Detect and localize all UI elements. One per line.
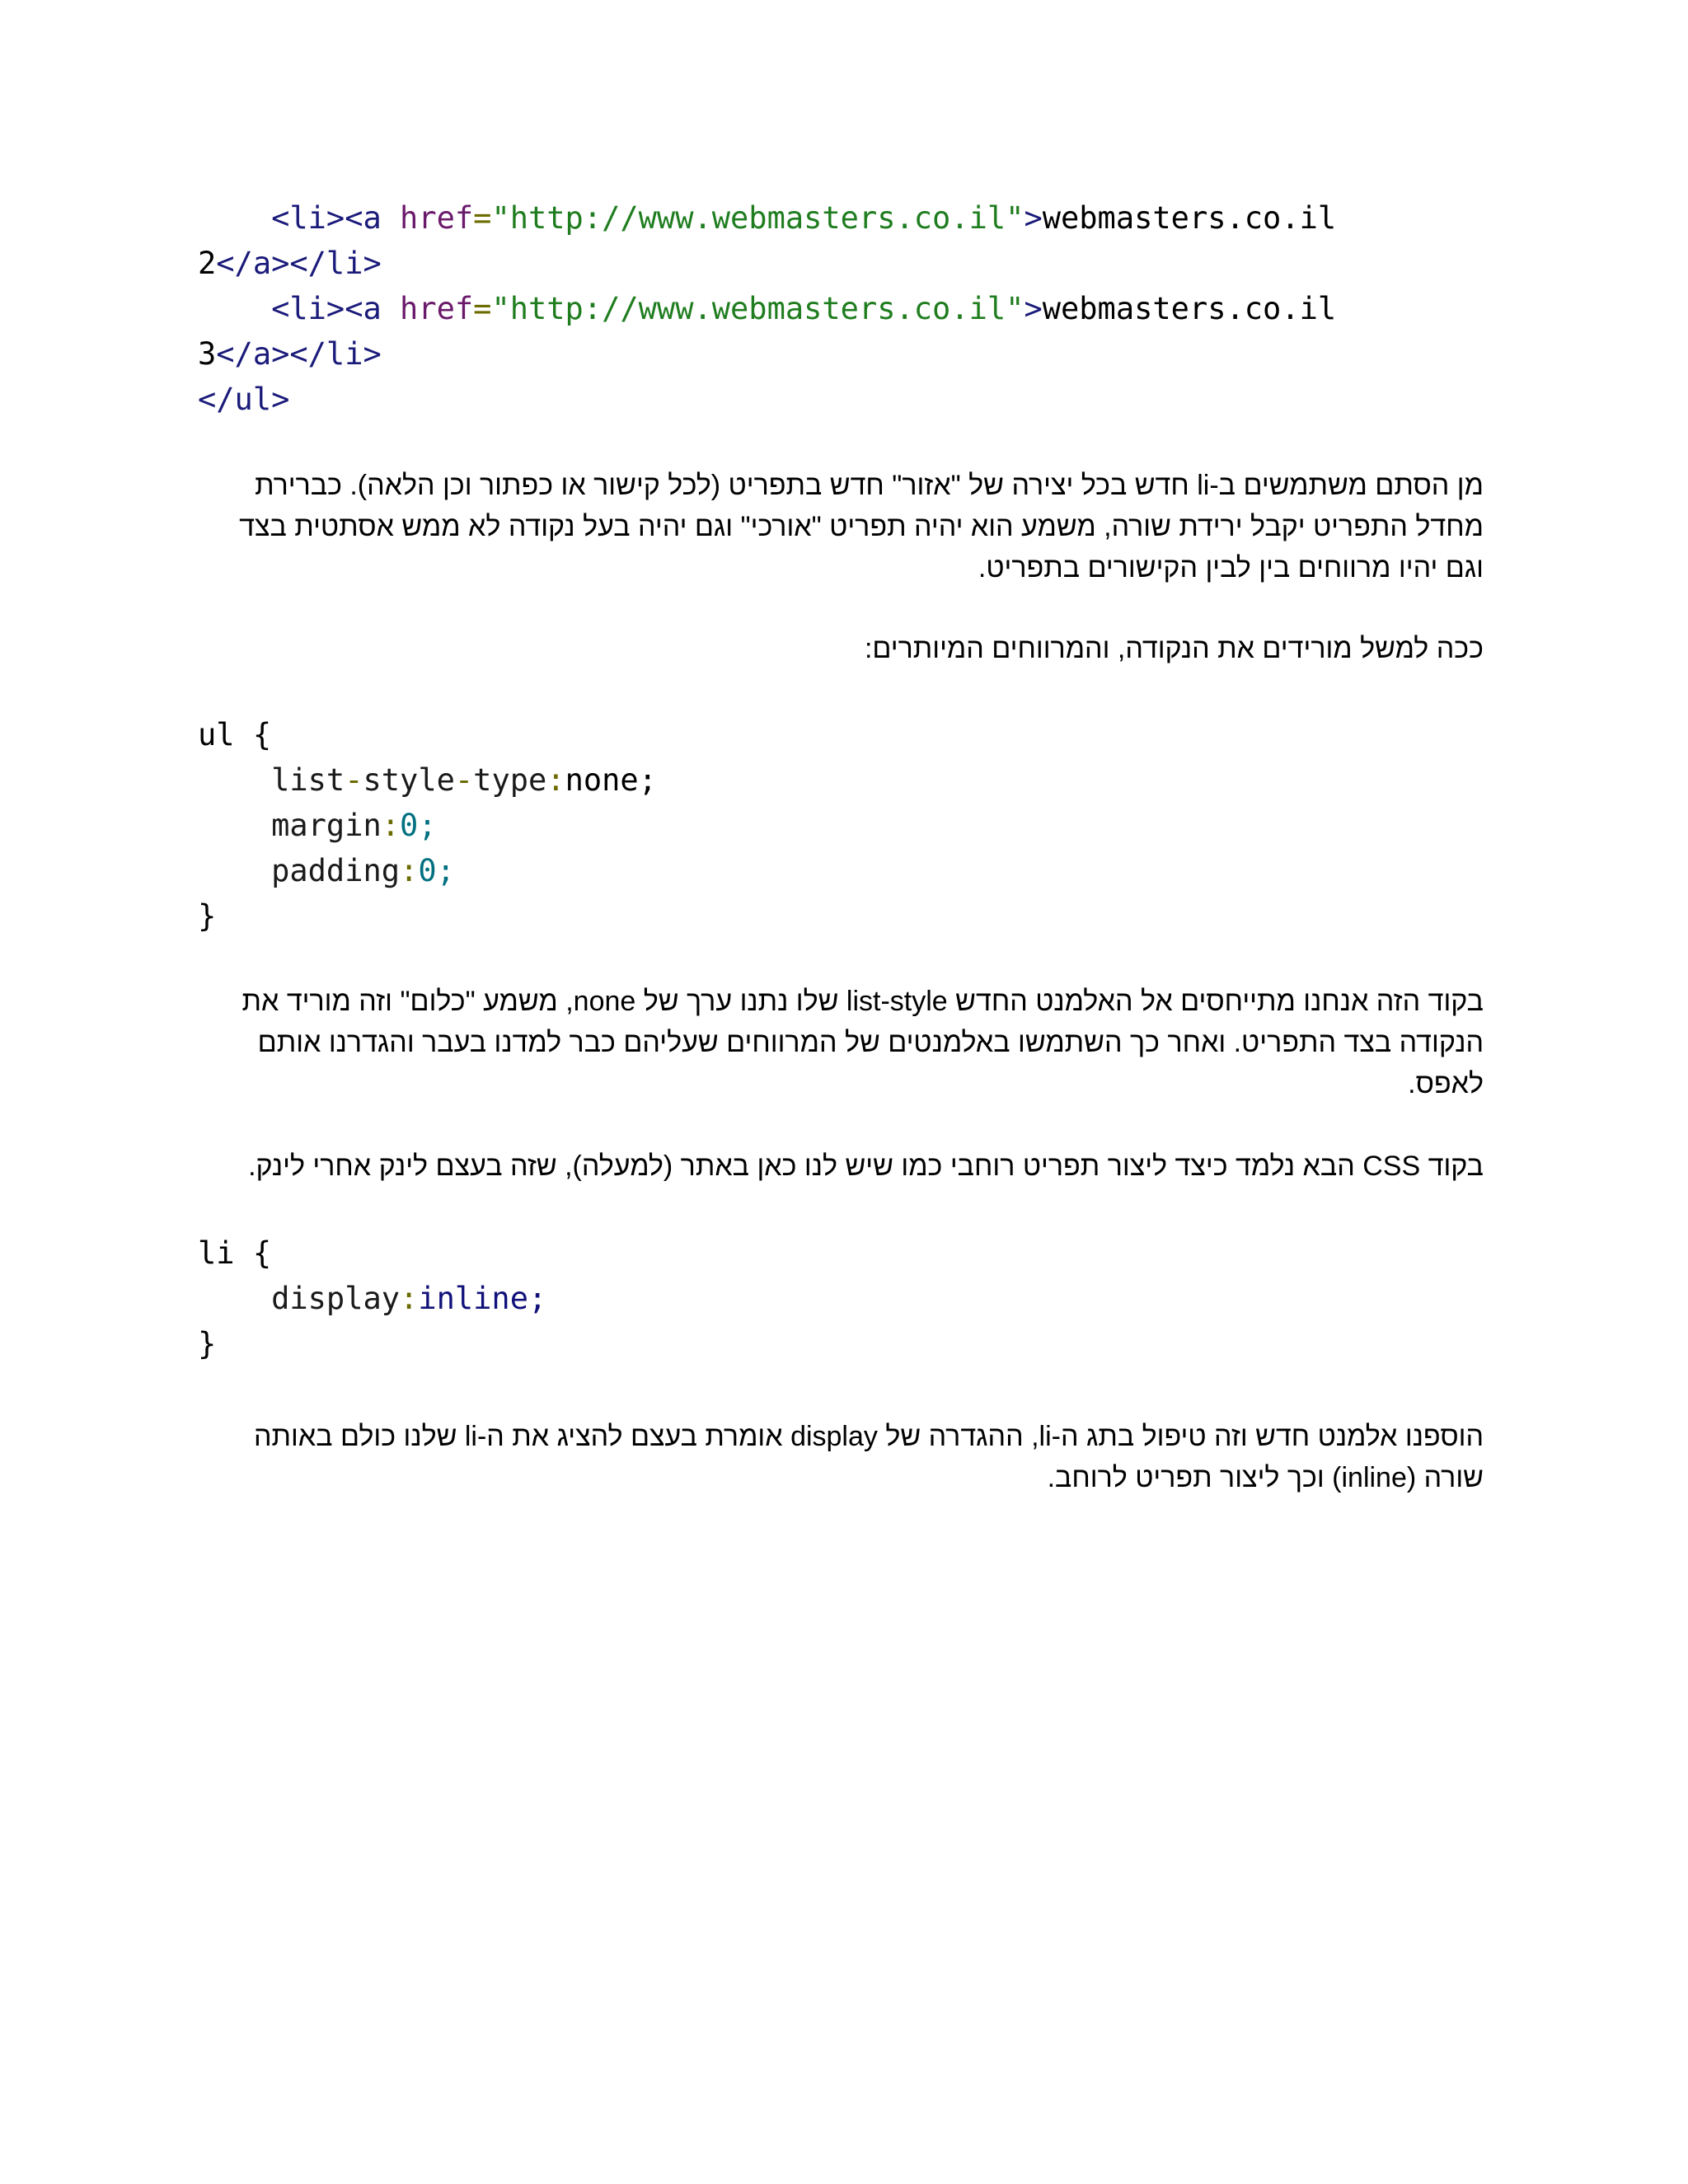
code-line: list-style-type:none; bbox=[271, 762, 657, 798]
code-line: </ul> bbox=[198, 382, 290, 417]
paragraph-li-explanation: מן הסתם משתמשים ב-li חדש בכל יצירה של "אזור" חדש בתפריט (לכל קישור או כפתור וכן הלאה). כברירת מחדל התפריט יקבל ירידת שורה, משמע הוא יהיה תפריט "אורכי" וגם יהיה בעל נקודה לא ממש אסתטית בצד וגם יהיו מרווחים בין לבין הקישורים בתפריט. bbox=[239, 470, 1484, 583]
code-line: <li><a href="http://www.webmasters.co.il">webmasters.co.il bbox=[271, 200, 1337, 236]
code-line: 2</a></li> bbox=[198, 246, 382, 281]
css-code-block-ul bbox=[198, 712, 657, 939]
code-line: 3</a></li> bbox=[198, 336, 382, 372]
code-line: } bbox=[198, 1326, 217, 1361]
paragraph-remove-dot-intro: ככה למשל מורידים את הנקודה, והמרווחים המיותרים: bbox=[864, 633, 1484, 664]
code-line: padding:0; bbox=[271, 853, 455, 888]
code-line: } bbox=[198, 898, 217, 934]
code-line: li { bbox=[198, 1235, 272, 1271]
html-code-block bbox=[198, 195, 1336, 422]
code-line: ul { bbox=[198, 717, 272, 752]
paragraph-display-inline-explanation: הוספנו אלמנט חדש וזה טיפול בתג ה-li, ההגדרה של display אומרת בעצם להציג את ה-li שלנו כולם באותה שורה (inline) וכך ליצור תפריט לרוחב. bbox=[253, 1421, 1484, 1493]
paragraph-horizontal-menu-intro: בקוד CSS הבא נלמד כיצד ליצור תפריט רוחבי כמו שיש לנו כאן באתר (למעלה), שזה בעצם לינק אחרי לינק. bbox=[248, 1151, 1484, 1182]
code-line: margin:0; bbox=[271, 808, 437, 843]
css-code-block-li bbox=[198, 1230, 546, 1366]
code-line: <li><a href="http://www.webmasters.co.il">webmasters.co.il bbox=[271, 291, 1337, 326]
paragraph-list-style-explanation: בקוד הזה אנחנו מתייחסים אל האלמנט החדש list-style שלו נתנו ערך של none, משמע "כלום" וזה מוריד את הנקודה בצד התפריט. ואחר כך השתמשו באלמנטים של המרווחים שעליהם כבר למדנו בעבר והגדרנו אותם לאפס. bbox=[241, 986, 1484, 1099]
code-line: display:inline; bbox=[271, 1281, 547, 1316]
